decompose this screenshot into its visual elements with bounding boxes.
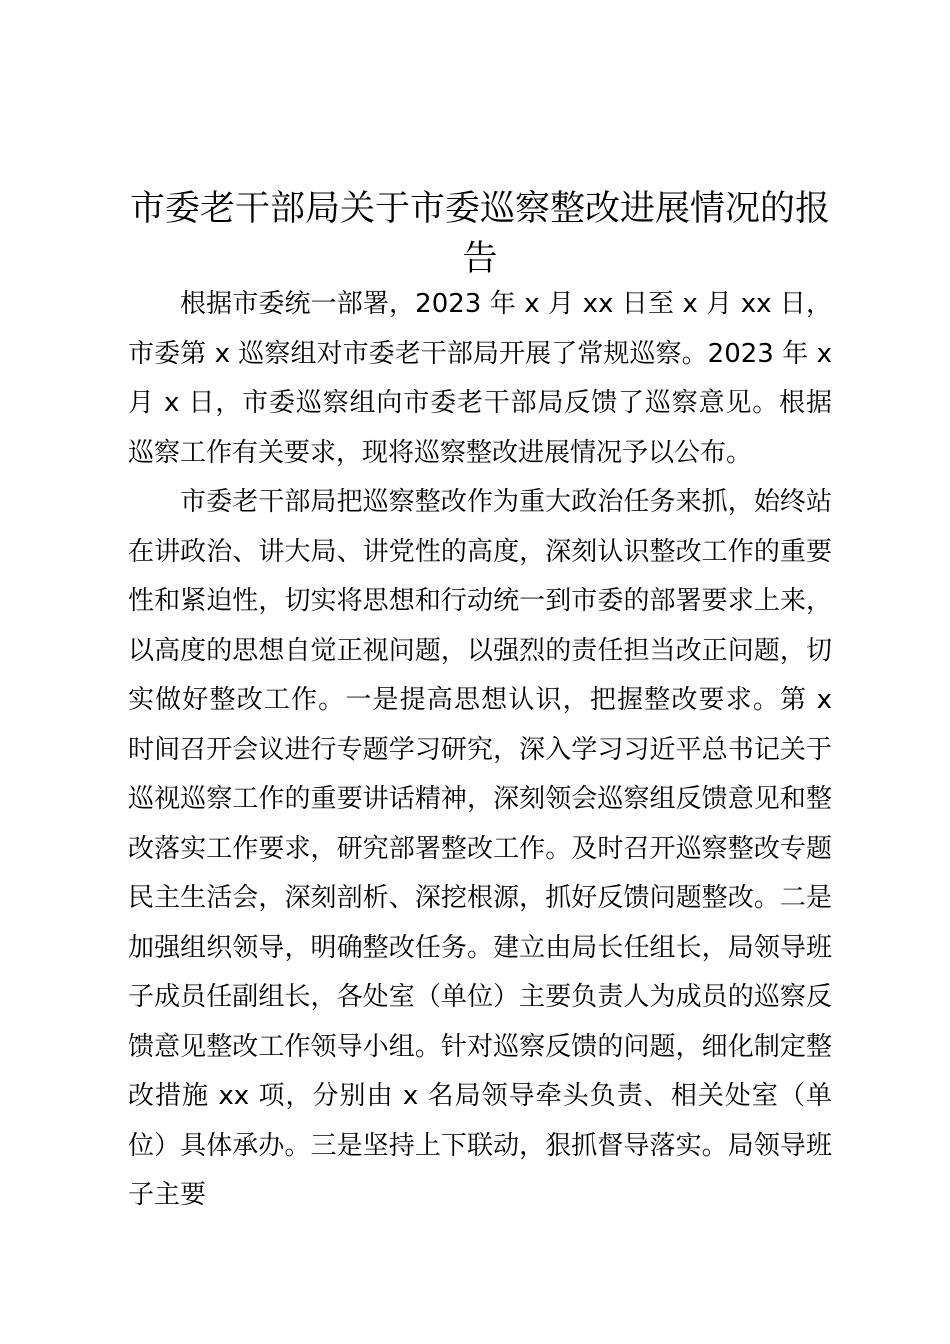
paragraph-2: 市委老干部局把巡察整改作为重大政治任务来抓，始终站在讲政治、讲大局、讲党性的高度，深刻认识整改工作的重要性和紧迫性，切实将思想和行动统一到市委的部署要求上来，以高度的思想自觉正视问题，以强烈的责任担当改正问题，切实做好整改工作。一是提高思想认识，把握整改要求。第 x 时间召开会议进行专题学习研究，深入学习习近平总书记关于巡视巡察工作的重要讲话精神，深刻领会巡察组反馈意见和整改落实工作要求，研究部署整改工作。及时召开巡察整改专题民主生活会，深刻剖析、深挖根源，抓好反馈问题整改。二是加强组织领导，明确整改任务。建立由局长任组长，局领导班子成员任副组长，各处室（单位）主要负责人为成员的巡察反馈意见整改工作领导小组。针对巡察反馈的问题，细化制定整改措施 xx 项，分别由 x 名局领导牵头负责、相关处室（单位）具体承办。三是坚持上下联动，狠抓督导落实。局领导班子主要 xyxy=(128,487,832,1210)
document-body xyxy=(128,280,832,1221)
document-title: 市委老干部局关于市委巡察整改进展情况的报告 xyxy=(129,189,830,279)
paragraph-1: 根据市委统一部署，2023 年 x 月 xx 日至 x 月 xx 日，市委第 x 巡察组对市委老干部局开展了常规巡察。2023 年 x 月 x 日，市委巡察组向市委老干部局反馈了巡察意见。根据巡察工作有关要求，现将巡察整改进展情况予以公布。 xyxy=(128,289,832,468)
